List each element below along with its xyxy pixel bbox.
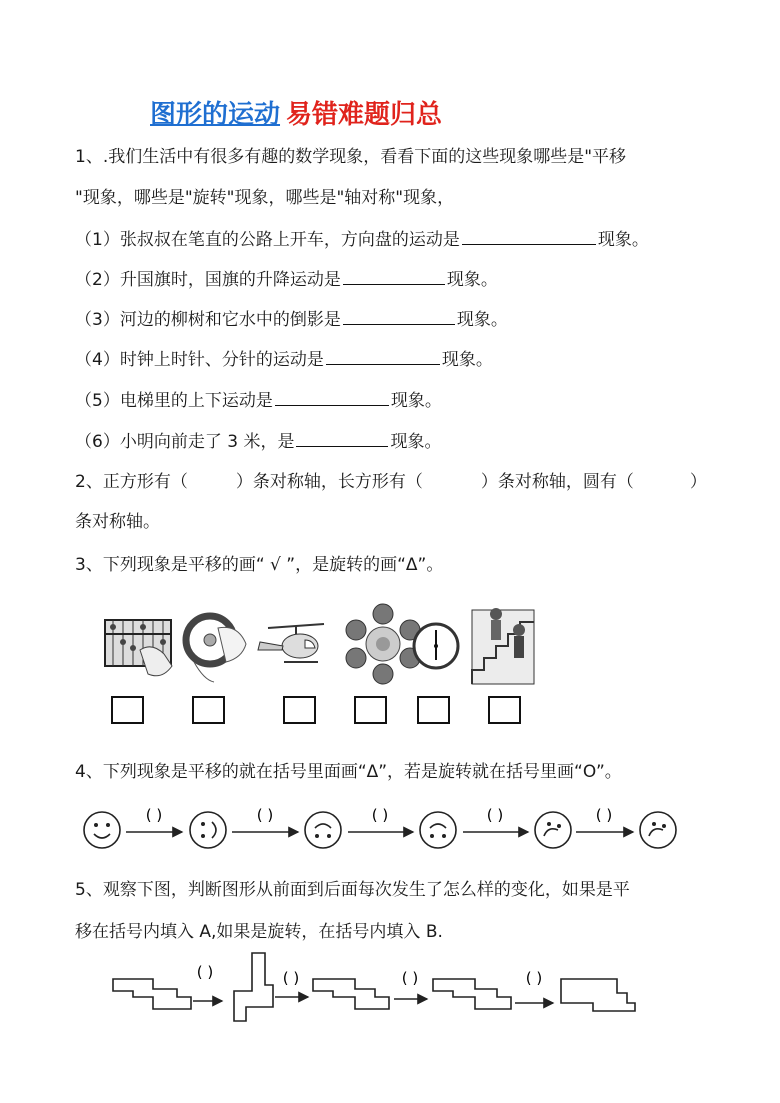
q1-line2: "现象，哪些是"旋转"现象，哪些是"轴对称"现象， (75, 188, 455, 208)
staircase-icon (472, 608, 534, 684)
smiley-face-5 (535, 812, 571, 848)
q2-line2: 条对称轴。 (75, 512, 160, 532)
answer-paren-5[interactable]: ( ) (595, 806, 613, 824)
answer-blank[interactable] (343, 266, 445, 285)
q3-text: 3、下列现象是平移的画“ √ ”，是旋转的画“Δ”。 (75, 555, 444, 575)
answer-box-6[interactable] (488, 696, 521, 724)
answer-paren-4[interactable]: ( ) (486, 806, 504, 824)
answer-paren-3[interactable]: ( ) (401, 969, 419, 987)
smiley-face-2 (190, 812, 226, 848)
q5-line2: 移在括号内填入 A,如果是旋转，在括号内填入 B. (75, 922, 443, 942)
steering-wheel-icon (186, 616, 246, 682)
answer-paren-2[interactable]: ( ) (282, 969, 300, 987)
q1-line1: 1、.我们生活中有很多有趣的数学现象，看看下面的这些现象哪些是"平移 (75, 147, 627, 167)
q2-line1: 2、正方形有（ ）条对称轴，长方形有（ ）条对称轴，圆有（ ） (75, 472, 707, 492)
q3-pictures (100, 600, 560, 690)
answer-box-3[interactable] (283, 696, 316, 724)
answer-blank[interactable] (275, 387, 389, 406)
q1-item-6: （6）小明向前走了 3 米，是 现象。 (75, 428, 441, 454)
answer-paren-2[interactable]: ( ) (256, 806, 274, 824)
helicopter-icon (258, 624, 324, 662)
q1-item-5: （5）电梯里的上下运动是 现象。 (75, 387, 442, 413)
answer-blank[interactable] (296, 428, 388, 447)
step-shape-4 (433, 979, 511, 1009)
smiley-face-1 (84, 812, 120, 848)
answer-box-5[interactable] (417, 696, 450, 724)
q1-item-3: （3）河边的柳树和它水中的倒影是 现象。 (75, 306, 508, 332)
answer-blank[interactable] (462, 226, 596, 245)
q1-item-2: （2）升国旗时，国旗的升降运动是 现象。 (75, 266, 498, 292)
q5-sequence (105, 945, 645, 1030)
step-shape-2 (234, 953, 273, 1021)
q4-sequence (70, 800, 690, 860)
answer-blank[interactable] (343, 306, 455, 325)
answer-paren-4[interactable]: ( ) (525, 969, 543, 987)
answer-paren-3[interactable]: ( ) (371, 806, 389, 824)
answer-box-4[interactable] (354, 696, 387, 724)
title-part2: 易错难题归总 (286, 100, 443, 130)
answer-paren-1[interactable]: ( ) (196, 963, 214, 981)
q1-item-4: （4）时钟上时针、分针的运动是 现象。 (75, 346, 493, 372)
smiley-face-4 (420, 812, 456, 848)
wall-clock-icon (414, 624, 458, 668)
answer-paren-1[interactable]: ( ) (145, 806, 163, 824)
flower-ring-icon (346, 604, 420, 684)
abacus-icon (105, 620, 172, 676)
q4-text: 4、下列现象是平移的就在括号里面画“Δ”，若是旋转就在括号里画“O”。 (75, 762, 622, 782)
title-part1: 图形的运动 (150, 100, 281, 130)
answer-box-2[interactable] (192, 696, 225, 724)
smiley-face-6 (640, 812, 676, 848)
answer-blank[interactable] (326, 346, 440, 365)
q1-item-1: （1）张叔叔在笔直的公路上开车，方向盘的运动是 现象。 (75, 226, 649, 252)
step-shape-1 (113, 979, 191, 1009)
step-shape-3 (313, 979, 389, 1009)
page-title (150, 97, 442, 133)
smiley-face-3 (305, 812, 341, 848)
step-shape-5 (561, 979, 635, 1011)
answer-box-1[interactable] (111, 696, 144, 724)
q5-line1: 5、观察下图，判断图形从前面到后面每次发生了怎么样的变化，如果是平 (75, 880, 630, 900)
